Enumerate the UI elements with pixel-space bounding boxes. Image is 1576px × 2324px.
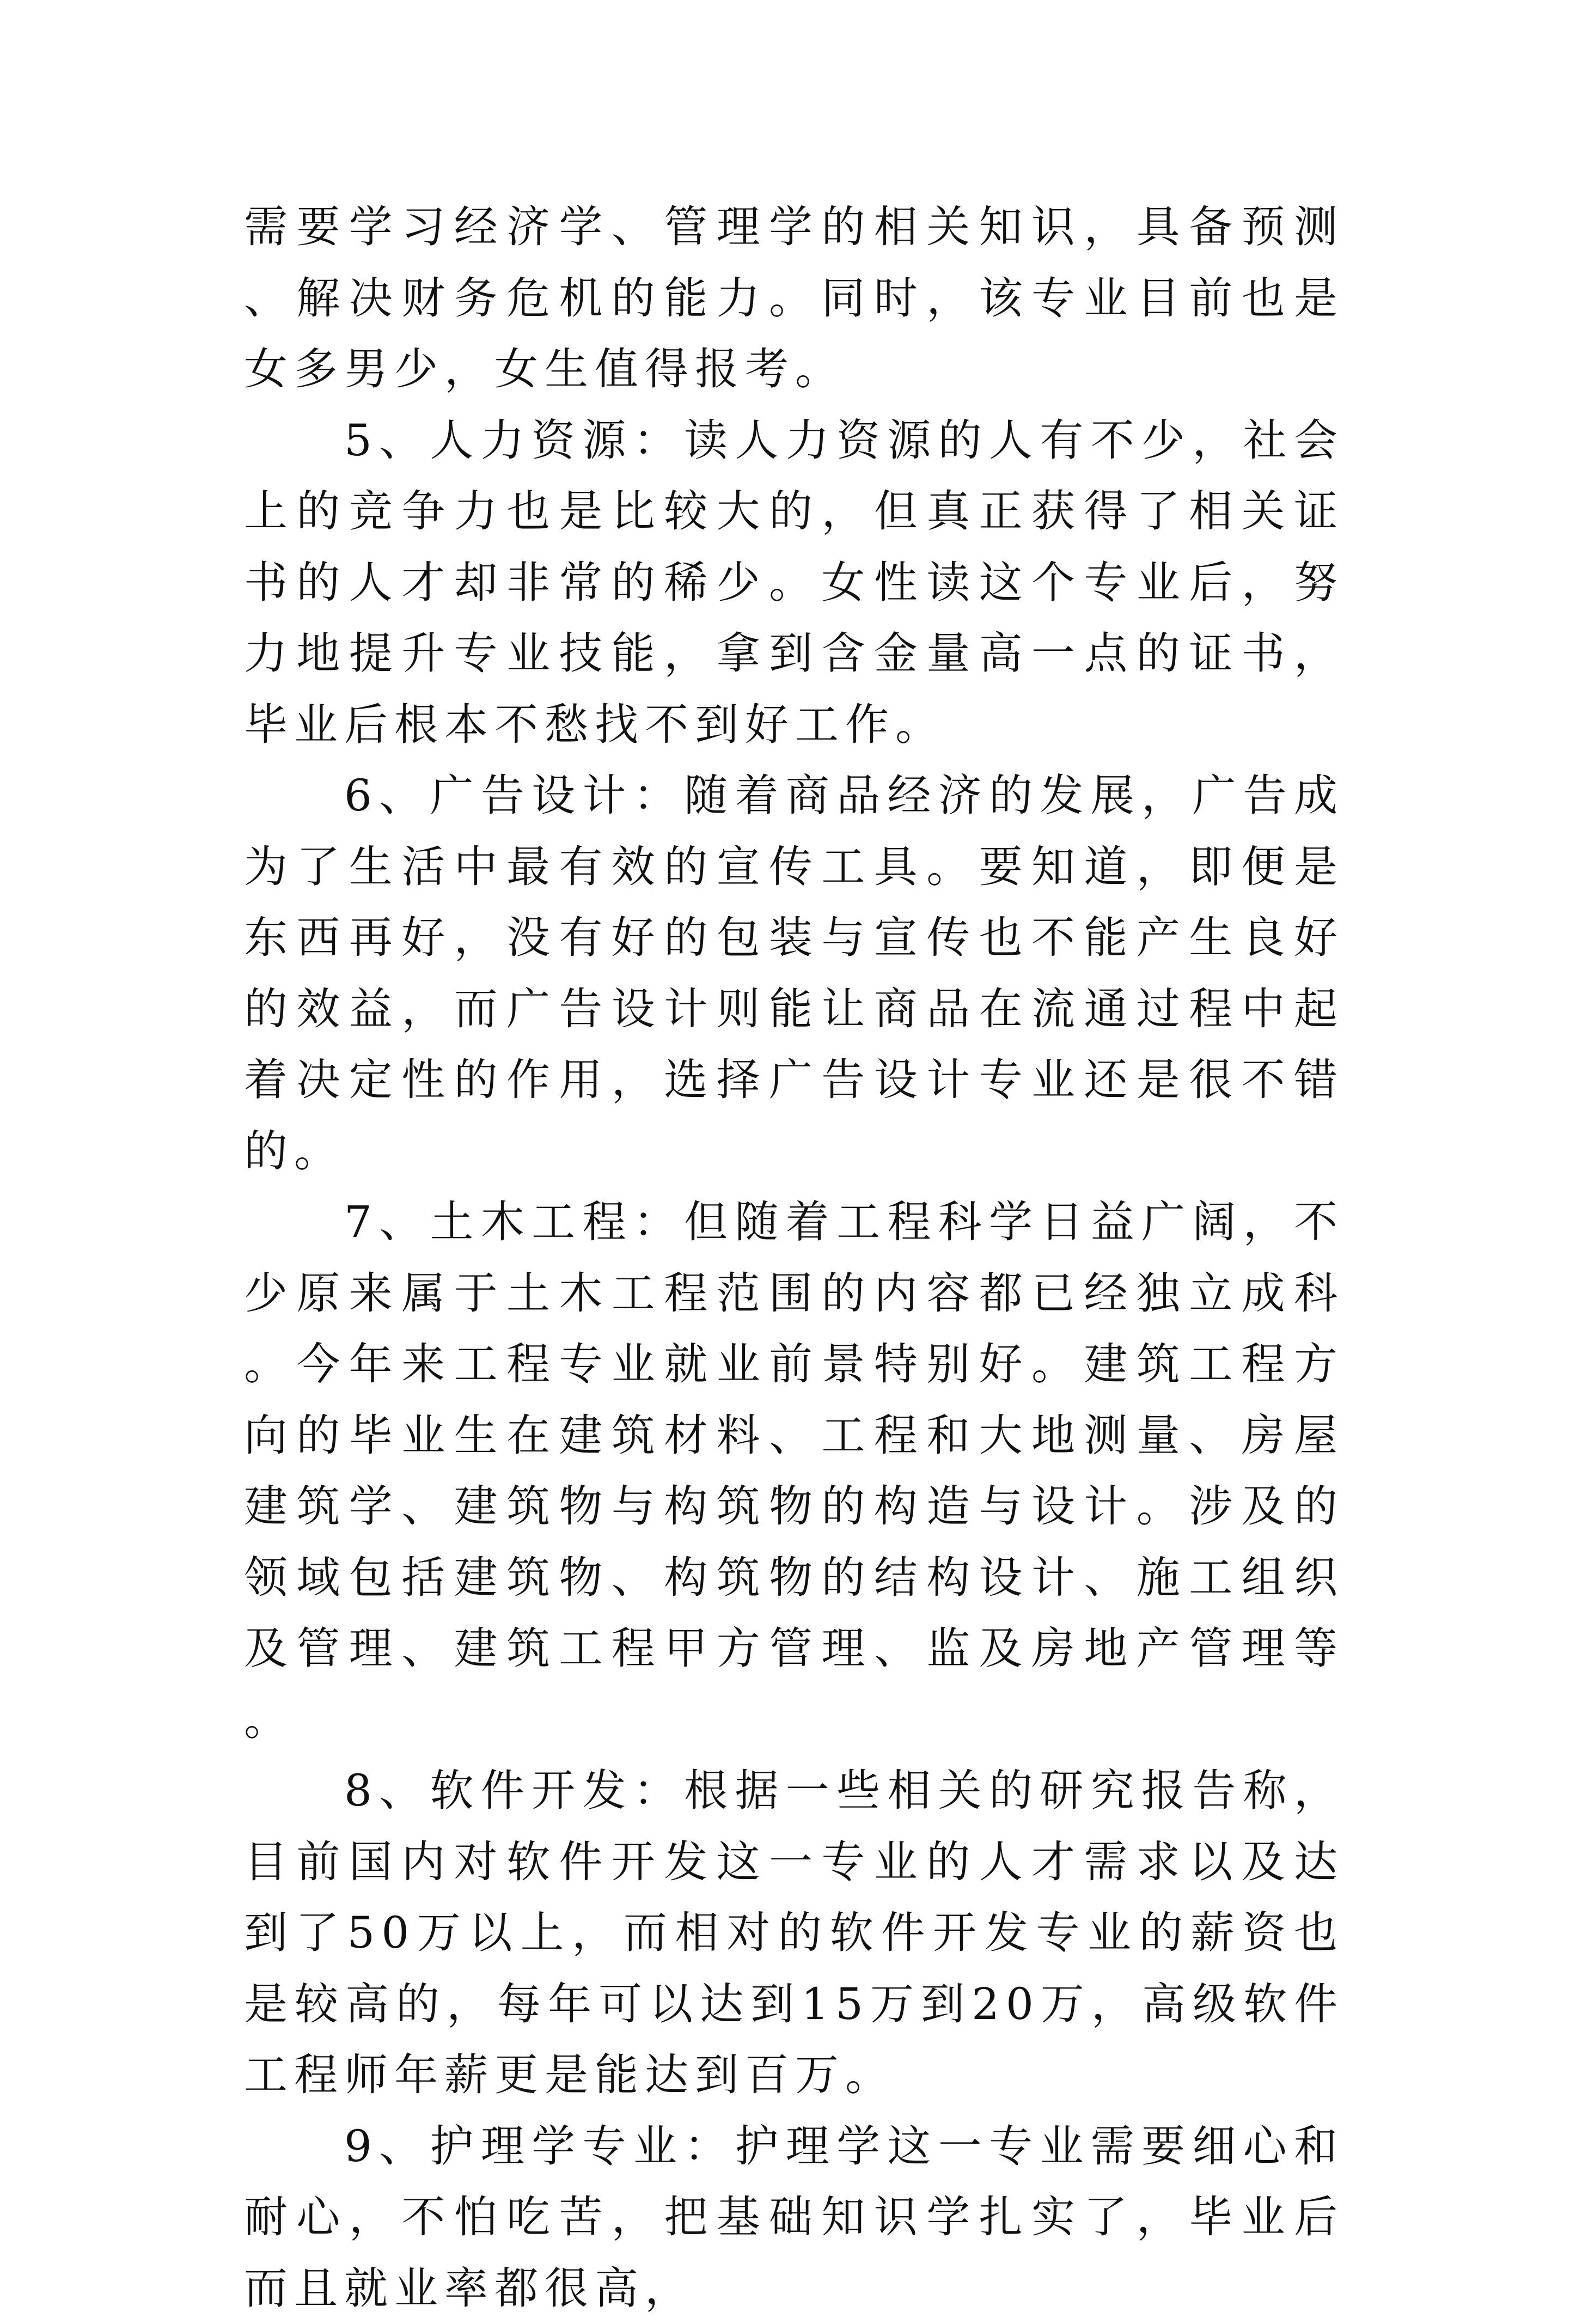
document-body	[244, 192, 1344, 2324]
paragraph-human-resources: 5、人力资源：读人力资源的人有不少，社会上的竞争力也是比较大的，但真正获得了相关证书的人才却非常的稀少。女性读这个专业后，努力地提升专业技能，拿到含金量高一点的证书，毕业后根本不愁找不到好工作。	[244, 405, 1344, 761]
paragraph-advertising-design: 6、广告设计：随着商品经济的发展，广告成为了生活中最有效的宣传工具。要知道，即便是东西再好，没有好的包装与宣传也不能产生良好的效益，而广告设计则能让商品在流通过程中起着决定性的作用，选择广告设计专业还是很不错的。	[244, 760, 1344, 1187]
paragraph-civil-engineering: 7、土木工程：但随着工程科学日益广阔，不少原来属于土木工程范围的内容都已经独立成科。今年来工程专业就业前景特别好。建筑工程方向的毕业生在建筑材料、工程和大地测量、房屋建筑学、建筑物与构筑物的构造与设计。涉及的领域包括建筑物、构筑物的结构设计、施工组织及管理、建筑工程甲方管理、监及房地产管理等。	[244, 1187, 1344, 1755]
paragraph-nursing: 9、护理学专业：护理学这一专业需要细心和耐心，不怕吃苦，把基础知识学扎实了，毕业后而且就业率都很高，	[244, 2111, 1344, 2324]
paragraph-software-development: 8、软件开发：根据一些相关的研究报告称，目前国内对软件开发这一专业的人才需求以及达到了50万以上，而相对的软件开发专业的薪资也是较高的，每年可以达到15万到20万，高级软件工程师年薪更是能达到百万。	[244, 1755, 1344, 2111]
paragraph-continued: 需要学习经济学、管理学的相关知识，具备预测、解决财务危机的能力。同时，该专业目前也是女多男少，女生值得报考。	[244, 192, 1344, 405]
